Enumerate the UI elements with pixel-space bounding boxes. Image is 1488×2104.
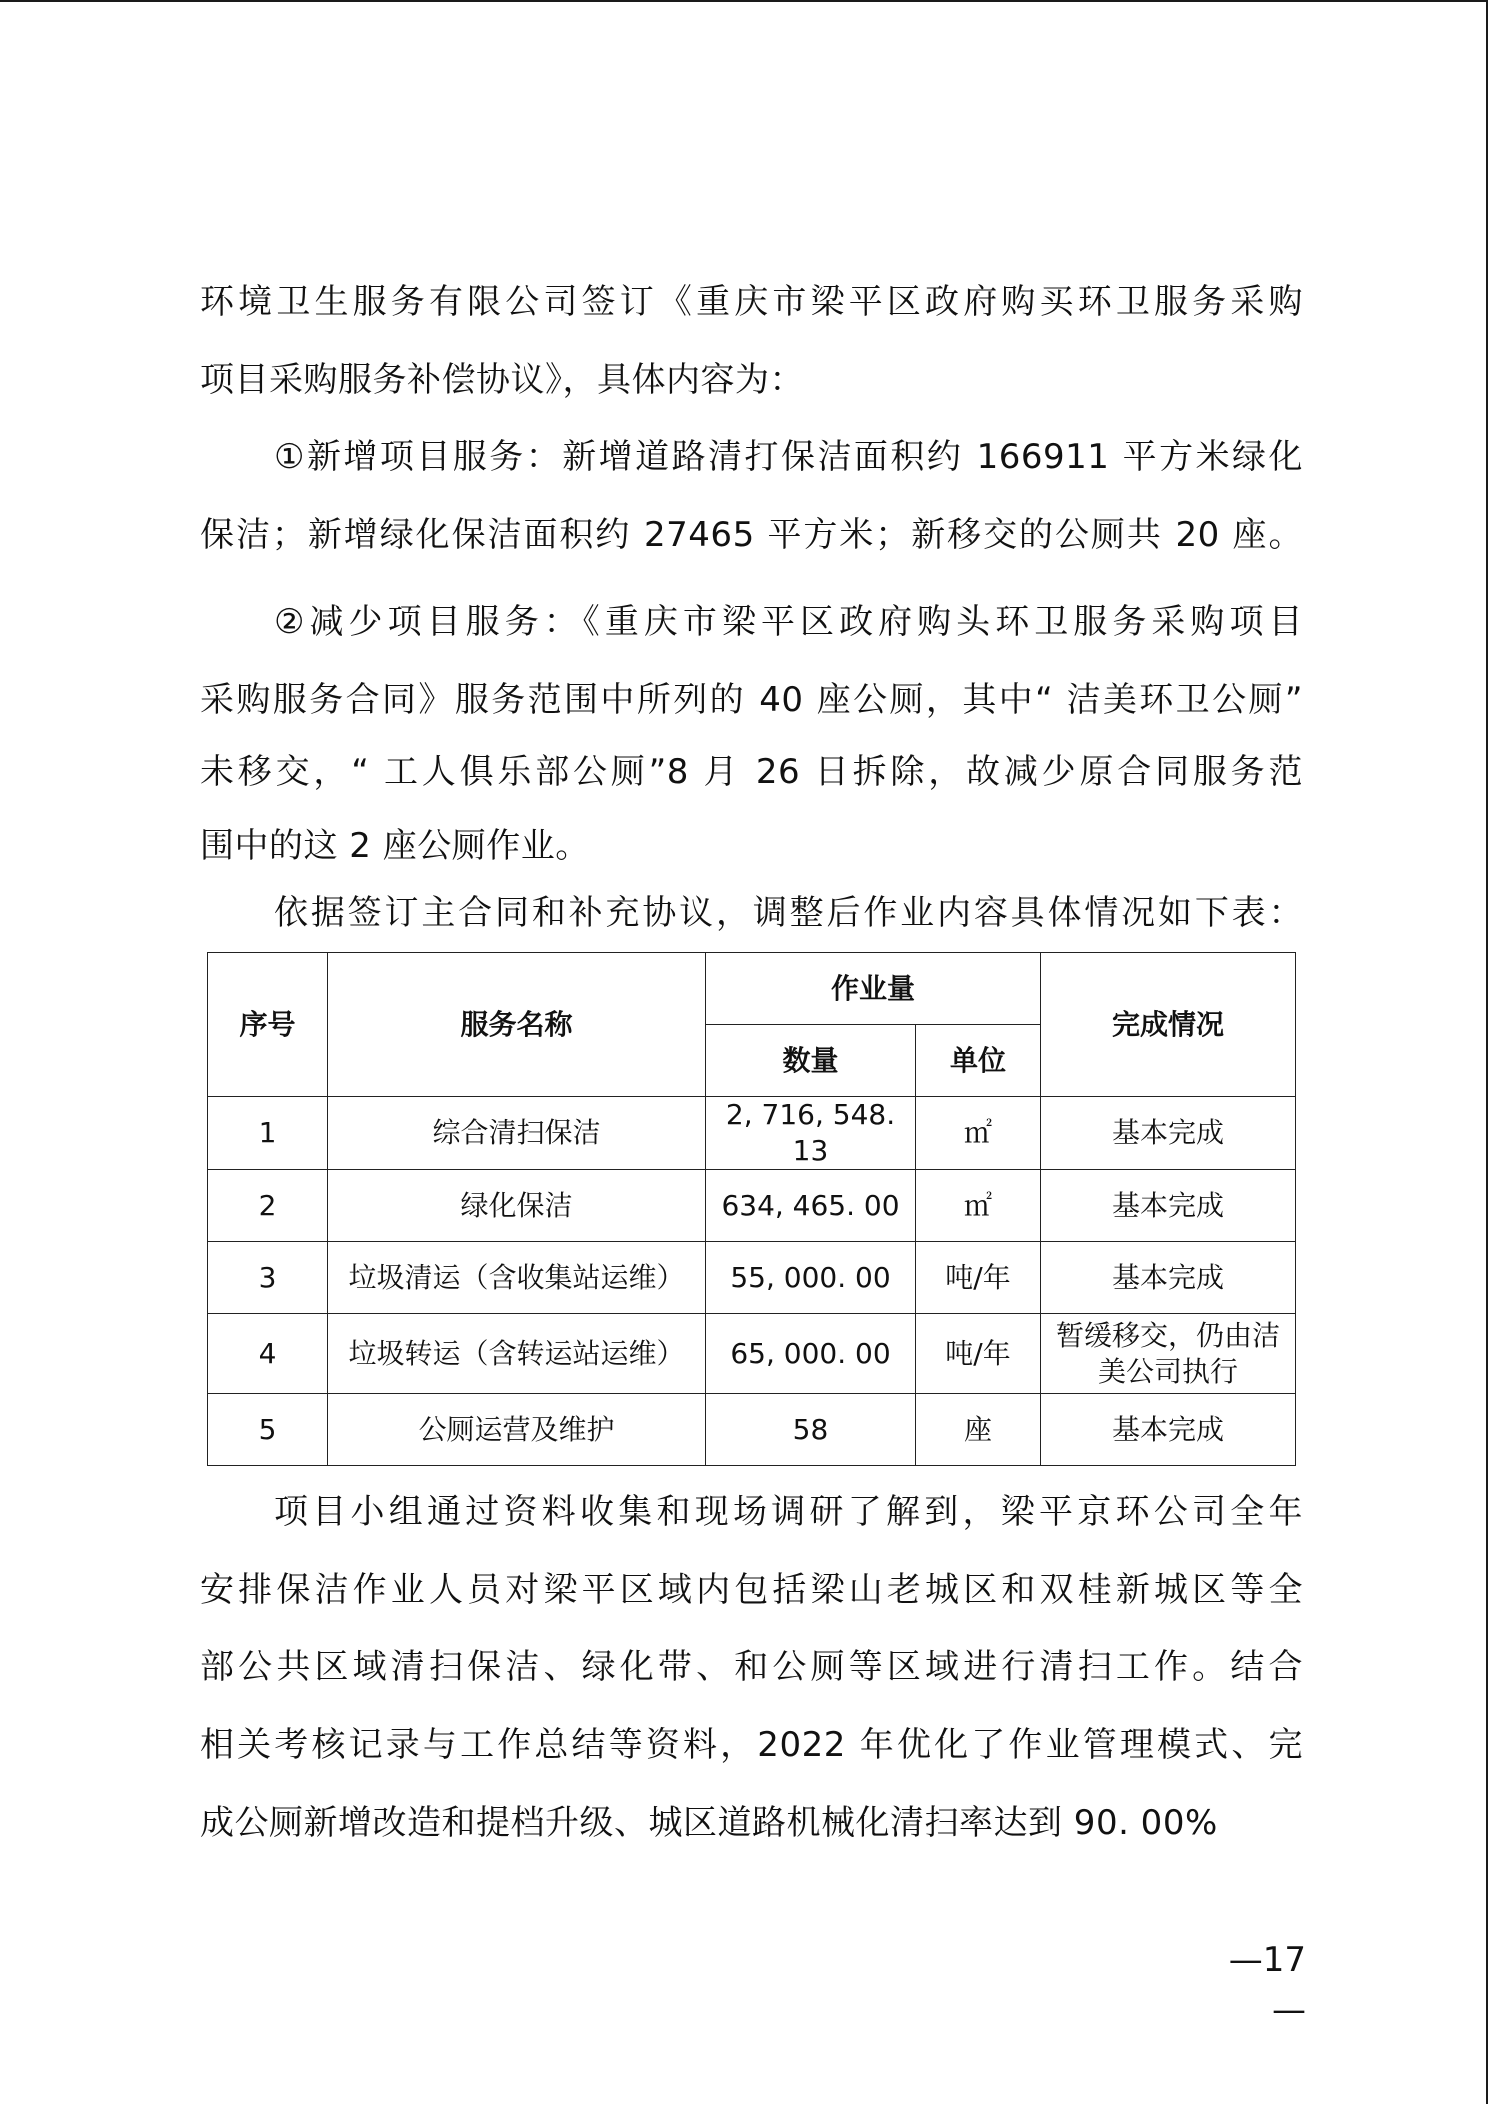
table-row <box>208 1394 1296 1466</box>
table-row <box>208 1170 1296 1242</box>
cell-unit: 吨/年 <box>916 1242 1041 1314</box>
cell-unit: ㎡ <box>916 1097 1041 1170</box>
cell-status: 基本完成 <box>1041 1242 1296 1314</box>
cell-service: 垃圾清运（含收集站运维） <box>328 1242 706 1314</box>
cell-service: 垃圾转运（含转运站运维） <box>328 1314 706 1394</box>
cell-unit: 座 <box>916 1394 1041 1466</box>
paragraph-line: 项目采购服务补偿协议》，具体内容为： <box>200 360 804 400</box>
cell-unit: ㎡ <box>916 1170 1041 1242</box>
table-row <box>208 1314 1296 1394</box>
paragraph-line: ①新增项目服务：新增道路清打保洁面积约 166911 平方米绿化 <box>274 437 1303 477</box>
cell-quantity: 65, 000. 00 <box>706 1314 916 1394</box>
paragraph-line: 项目小组通过资料收集和现场调研了解到，梁平京环公司全年 <box>274 1492 1303 1532</box>
paragraph-line: 未移交，“ 工人俱乐部公厕”8 月 26 日拆除，故减少原合同服务范 <box>200 752 1303 792</box>
cell-quantity: 2, 716, 548. 13 <box>706 1097 916 1170</box>
paragraph-line: 环境卫生服务有限公司签订《重庆市梁平区政府购买环卫服务采购 <box>200 282 1303 322</box>
paragraph-line: 成公厕新增改造和提档升级、城区道路机械化清扫率达到 90. 00% <box>200 1803 1218 1843</box>
cell-status: 基本完成 <box>1041 1394 1296 1466</box>
cell-seq: 1 <box>208 1097 328 1170</box>
table-intro-line: 依据签订主合同和补充协议，调整后作业内容具体情况如下表： <box>274 893 1303 933</box>
cell-status: 基本完成 <box>1041 1097 1296 1170</box>
header-status: 完成情况 <box>1041 953 1296 1097</box>
cell-seq: 4 <box>208 1314 328 1394</box>
cell-seq: 3 <box>208 1242 328 1314</box>
header-workload: 作业量 <box>706 953 1041 1025</box>
cell-quantity: 55, 000. 00 <box>706 1242 916 1314</box>
workload-table <box>207 952 1296 1466</box>
paragraph-line: 围中的这 2 座公厕作业。 <box>200 826 590 866</box>
cell-quantity: 58 <box>706 1394 916 1466</box>
header-seq: 序号 <box>208 953 328 1097</box>
paragraph-line: 采购服务合同》服务范围中所列的 40 座公厕，其中“ 洁美环卫公厕” <box>200 680 1303 720</box>
cell-status: 基本完成 <box>1041 1170 1296 1242</box>
header-unit: 单位 <box>916 1025 1041 1097</box>
cell-service: 综合清扫保洁 <box>328 1097 706 1170</box>
cell-status <box>1041 1314 1296 1394</box>
cell-status-line: 美公司执行 <box>1098 1354 1239 1388</box>
paragraph-line: ②减少项目服务：《重庆市梁平区政府购头环卫服务采购项目 <box>274 602 1303 642</box>
paragraph-line: 保洁；新增绿化保洁面积约 27465 平方米；新移交的公厕共 20 座。 <box>200 515 1303 555</box>
cell-service: 公厕运营及维护 <box>328 1394 706 1466</box>
cell-status-line: 暂缓移交，仍由洁 <box>1056 1318 1281 1352</box>
cell-seq: 2 <box>208 1170 328 1242</box>
paragraph-line: 相关考核记录与工作总结等资料，2022 年优化了作业管理模式、完 <box>200 1725 1303 1765</box>
cell-quantity: 634, 465. 00 <box>706 1170 916 1242</box>
paragraph-line: 安排保洁作业人员对梁平区域内包括梁山老城区和双桂新城区等全 <box>200 1570 1303 1610</box>
header-service: 服务名称 <box>328 953 706 1097</box>
table-row <box>208 1097 1296 1170</box>
header-quantity: 数量 <box>706 1025 916 1097</box>
table-row <box>208 1242 1296 1314</box>
cell-service: 绿化保洁 <box>328 1170 706 1242</box>
page-number: —17— <box>1228 1940 1306 2030</box>
cell-unit: 吨/年 <box>916 1314 1041 1394</box>
cell-seq: 5 <box>208 1394 328 1466</box>
paragraph-line: 部公共区域清扫保洁、绿化带、和公厕等区域进行清扫工作。结合 <box>200 1647 1303 1687</box>
page-top-border <box>0 0 1488 2</box>
